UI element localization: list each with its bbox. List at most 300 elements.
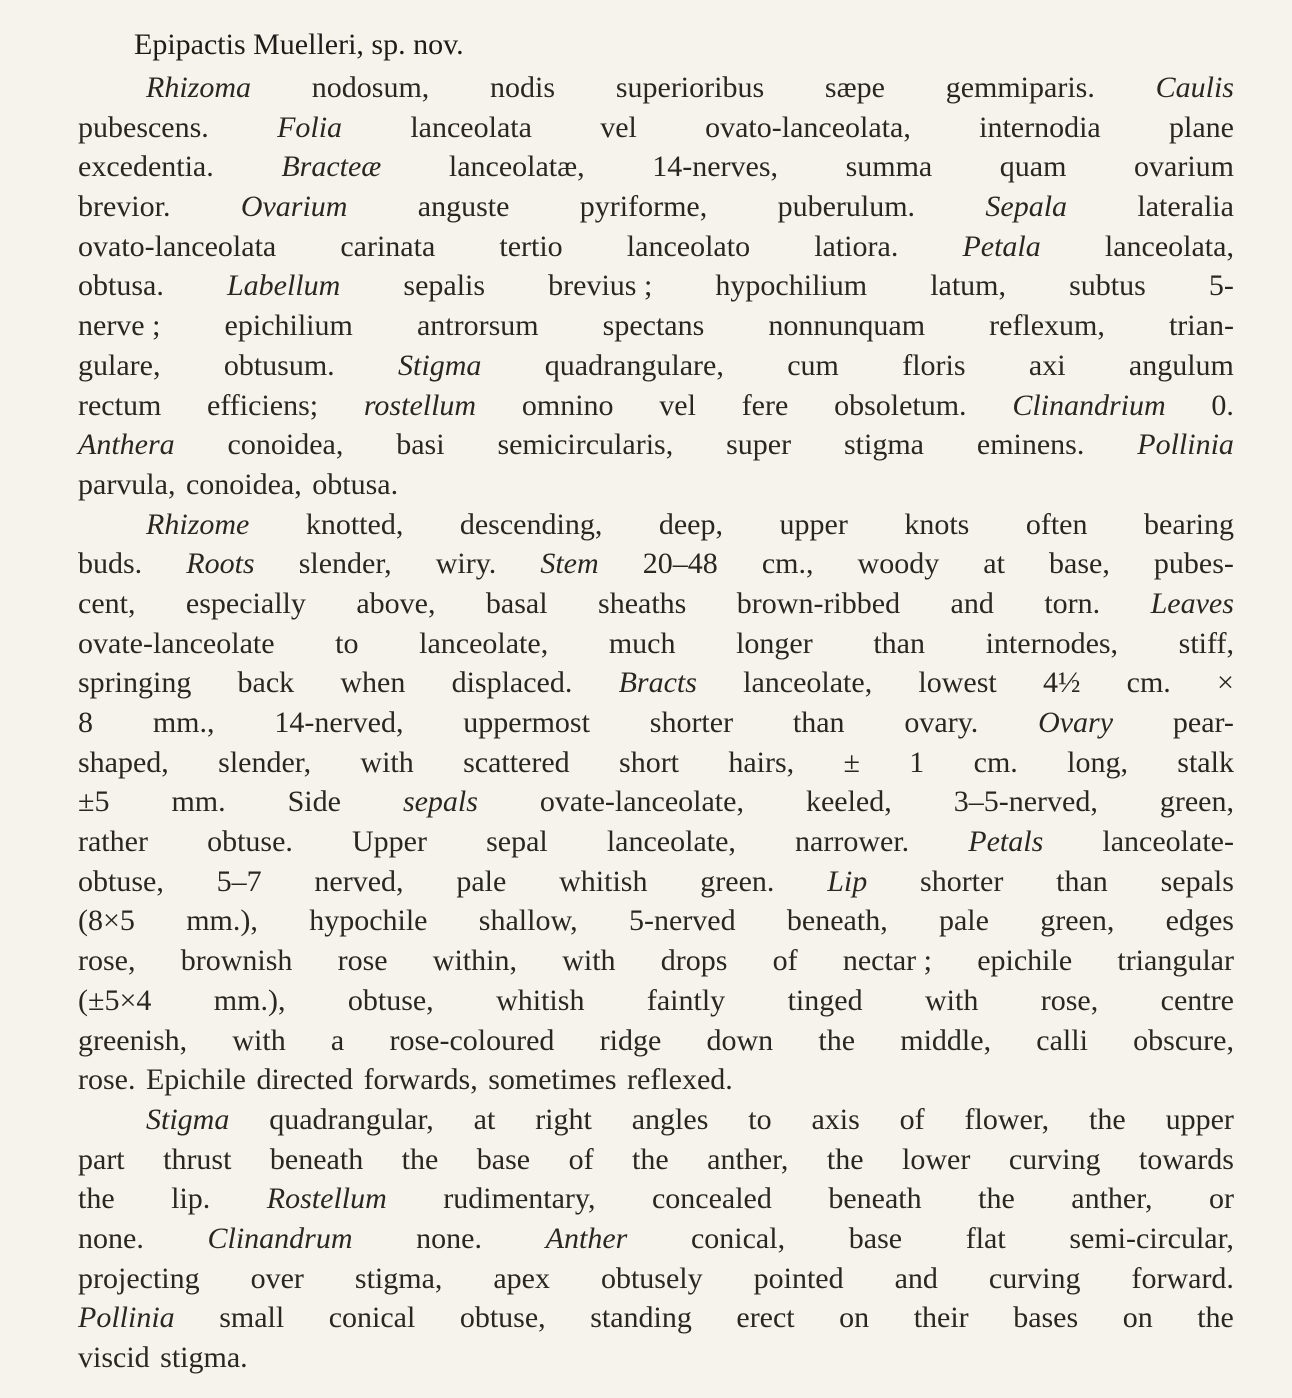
description-body <box>78 68 1234 1378</box>
word: rose, <box>1040 983 1099 1017</box>
word: 5-nerved <box>628 904 736 938</box>
italic-term: Stem <box>540 547 599 581</box>
word: over <box>250 1261 304 1295</box>
text-line <box>78 1219 1234 1259</box>
word: hairs, <box>728 745 795 779</box>
word: base <box>848 1221 903 1255</box>
word: greenish, <box>78 1023 188 1057</box>
word: centre <box>1160 983 1234 1017</box>
word: cm. <box>973 745 1018 779</box>
word: pale <box>938 904 989 938</box>
italic-term: Leaves <box>1150 586 1234 620</box>
word: beneath <box>828 1182 922 1216</box>
italic-term: Anthera <box>78 428 175 462</box>
word: base, <box>1049 547 1110 581</box>
text-line <box>78 544 1234 584</box>
word: quam <box>999 150 1067 184</box>
word: lanceolate- <box>1102 825 1234 859</box>
word: Upper <box>352 825 427 859</box>
word: and <box>950 586 994 620</box>
word: lanceolate, <box>606 825 736 859</box>
word: nonnunquam <box>768 309 926 343</box>
word: obtuse. <box>207 825 293 859</box>
word: ovate-lanceolate <box>78 626 275 660</box>
word: within, <box>432 944 517 978</box>
word: brown-ribbed <box>736 586 901 620</box>
word: curving <box>988 1261 1081 1295</box>
word: rose <box>337 944 388 978</box>
word: projecting <box>78 1261 200 1295</box>
word: with <box>232 1023 286 1057</box>
text-line <box>78 703 1234 743</box>
word: obtuse, <box>78 864 164 898</box>
word: none. <box>416 1221 482 1255</box>
word: obtuse, <box>459 1301 546 1335</box>
word: scattered <box>463 745 570 779</box>
word: mm.), <box>213 983 286 1017</box>
text-line <box>78 584 1234 624</box>
word: slender, <box>218 745 312 779</box>
word: brevior. <box>78 190 171 224</box>
word: beneath, <box>786 904 888 938</box>
word: cent, <box>78 586 136 620</box>
word: carinata <box>340 229 436 263</box>
word: especially <box>185 586 306 620</box>
italic-term: Labellum <box>226 269 341 303</box>
word: drops <box>660 944 728 978</box>
word: rudimentary, <box>443 1182 596 1216</box>
italic-term: Petals <box>968 825 1044 859</box>
italic-term: Clinandrium <box>1012 388 1166 422</box>
word: semi-circular, <box>1069 1221 1234 1255</box>
word: shorter <box>649 706 734 739</box>
word: 5–7 <box>216 864 262 898</box>
paragraph <box>78 505 1234 1100</box>
word: sometimes <box>488 1063 617 1097</box>
word: woody <box>857 547 940 581</box>
species-heading: Epipactis Muelleri, sp. nov. <box>134 28 464 61</box>
word: faintly <box>646 983 726 1017</box>
paragraph <box>78 68 1234 505</box>
word: the <box>1197 1301 1234 1335</box>
word: or <box>1209 1182 1234 1216</box>
text-line <box>78 981 1234 1021</box>
word: tinged <box>787 983 863 1017</box>
word: knotted, <box>305 507 404 541</box>
word: ± <box>843 745 860 779</box>
word: green, <box>1159 785 1234 819</box>
word: right <box>535 1102 592 1136</box>
italic-term: Sepala <box>985 190 1068 224</box>
word: reflexum, <box>989 309 1105 343</box>
word: conical <box>328 1301 416 1335</box>
italic-term: Roots <box>186 547 255 581</box>
text-line <box>78 862 1234 902</box>
text-line <box>78 901 1234 941</box>
word: pyriforme, <box>579 190 708 224</box>
word: omnino <box>521 388 614 422</box>
word: lanceolato <box>626 229 751 263</box>
text-line <box>78 743 1234 783</box>
word: cum <box>787 348 839 382</box>
word: hypochilium <box>715 269 868 303</box>
word: plane <box>1169 110 1234 144</box>
word: quadrangular, <box>269 1102 434 1136</box>
text-line <box>78 187 1234 227</box>
word: super <box>726 428 792 462</box>
word: conoidea, <box>185 467 302 501</box>
word: 0. <box>1211 388 1234 422</box>
text-line <box>78 941 1234 981</box>
word: when <box>340 666 406 700</box>
word: obtusely <box>600 1261 703 1295</box>
word: stigma. <box>160 1341 248 1374</box>
word: lanceolatæ, <box>448 150 585 184</box>
word: superioribus <box>615 71 765 104</box>
text-line <box>78 306 1234 346</box>
italic-term: Ovarium <box>240 190 348 224</box>
word: standing <box>590 1301 692 1335</box>
word: lower <box>902 1142 971 1176</box>
word: the <box>818 1023 856 1057</box>
word: upper <box>779 507 848 541</box>
word: of <box>568 1142 594 1176</box>
word: mm.), <box>186 904 258 938</box>
word: with <box>924 983 979 1017</box>
word: ovarium <box>1134 150 1234 184</box>
word: part <box>78 1142 125 1176</box>
italic-term: Ovary <box>1038 706 1114 739</box>
word: of <box>899 1102 925 1136</box>
word: vel <box>659 388 696 422</box>
word: rather <box>78 825 148 859</box>
word: angulum <box>1128 348 1234 382</box>
text-line <box>78 108 1234 148</box>
word: towards <box>1138 1142 1234 1176</box>
word: erect <box>736 1301 795 1335</box>
document-page <box>78 22 1234 1378</box>
text-line <box>78 68 1234 108</box>
word: calli <box>1036 1023 1088 1057</box>
italic-term: Petala <box>962 229 1041 263</box>
word: short <box>619 745 680 779</box>
word: slender, <box>298 547 392 581</box>
word: sepals <box>1160 864 1234 898</box>
text-line <box>78 822 1234 862</box>
word: basal <box>485 586 548 620</box>
word: axi <box>1028 348 1066 382</box>
word: 14-nerved, <box>274 706 404 739</box>
word: spectans <box>602 309 705 343</box>
word: anther, <box>1071 1182 1153 1216</box>
word: apex <box>493 1261 550 1295</box>
word: and <box>894 1261 938 1295</box>
word: narrower. <box>795 825 910 859</box>
word: middle, <box>900 1023 992 1057</box>
word: ovary. <box>904 706 979 739</box>
word: latiora. <box>814 229 899 263</box>
word: tertio <box>499 229 563 263</box>
word: Epichile <box>145 1063 246 1097</box>
word: green. <box>700 864 775 898</box>
italic-term: Pollinia <box>1137 428 1234 462</box>
word: lanceolate, <box>419 626 549 660</box>
word: eminens. <box>976 428 1085 462</box>
word: ovato-lanceolata, <box>705 110 911 144</box>
word: Side <box>287 785 341 819</box>
word: 5- <box>1208 269 1234 303</box>
word: vel <box>600 110 637 144</box>
italic-term: sepals <box>402 785 478 819</box>
word: nerved, <box>314 864 404 898</box>
word: whitish <box>559 864 648 898</box>
word: basi <box>396 428 445 462</box>
text-line <box>78 147 1234 187</box>
word: floris <box>902 348 966 382</box>
word: the <box>978 1182 1015 1216</box>
text-line <box>78 266 1234 306</box>
word: brevius ; <box>548 269 653 303</box>
word: obtusa. <box>312 467 399 501</box>
text-line <box>78 425 1234 465</box>
word: sepalis <box>403 269 486 303</box>
word: triangular <box>1117 944 1234 978</box>
word: lowest <box>918 666 997 700</box>
word: upper <box>1165 1102 1234 1136</box>
word: thrust <box>163 1142 232 1176</box>
word: directed <box>256 1063 354 1097</box>
word: to <box>748 1102 772 1136</box>
italic-term: Stigma <box>398 348 482 382</box>
word: than <box>792 706 845 739</box>
word: nodosum, <box>311 71 430 104</box>
word: green, <box>1040 904 1115 938</box>
word: sheaths <box>598 586 687 620</box>
word: often <box>1025 507 1088 541</box>
word: parvula, <box>78 467 176 501</box>
word: ±5 <box>78 785 110 819</box>
word: 20–48 <box>642 547 718 581</box>
word: cm., <box>761 547 814 581</box>
word: epichile <box>977 944 1073 978</box>
word: fere <box>741 388 789 422</box>
word: mm., <box>152 706 215 739</box>
italic-term: Rhizoma <box>146 71 251 104</box>
italic-term: Bracts <box>618 666 697 700</box>
word: deep, <box>658 507 723 541</box>
word: the <box>401 1142 439 1176</box>
italic-term: Caulis <box>1155 71 1234 104</box>
word: sepal <box>486 825 548 859</box>
word: 1 <box>909 745 925 779</box>
word: long, <box>1067 745 1128 779</box>
word: pointed <box>753 1261 844 1295</box>
word: obscure, <box>1133 1023 1234 1057</box>
word: much <box>608 626 676 660</box>
word: viscid <box>78 1341 150 1374</box>
word: stiff, <box>1178 626 1234 660</box>
word: lanceolata, <box>1104 229 1234 263</box>
word: internodia <box>979 110 1101 144</box>
word: than <box>873 626 925 660</box>
word: buds. <box>78 547 143 581</box>
word: with <box>562 944 616 978</box>
word: lateralia <box>1137 190 1234 224</box>
word: edges <box>1165 904 1234 938</box>
italic-term: Pollinia <box>78 1301 175 1335</box>
word: the <box>632 1142 669 1176</box>
word: trian- <box>1168 309 1234 343</box>
word: rose. <box>78 1063 136 1097</box>
word: shorter <box>920 864 1004 898</box>
word: whitish <box>496 983 585 1017</box>
word: curving <box>1008 1142 1101 1176</box>
word: uppermost <box>463 706 590 739</box>
text-line <box>78 386 1234 426</box>
word: to <box>335 626 359 660</box>
word: a <box>330 1023 345 1057</box>
word: bases <box>1013 1301 1079 1335</box>
word: cm. <box>1126 666 1171 700</box>
text-line <box>78 782 1234 822</box>
paragraph <box>78 1100 1234 1378</box>
word: the <box>1089 1102 1126 1136</box>
word: anguste <box>417 190 510 224</box>
word: 14-nerves, <box>652 150 778 184</box>
word: springing <box>78 666 192 700</box>
word: × <box>1217 666 1234 700</box>
word: 8 <box>78 706 93 739</box>
word: excedentia. <box>78 150 214 184</box>
word: flower, <box>964 1102 1050 1136</box>
word: epichilium <box>224 309 353 343</box>
word: conical, <box>690 1221 786 1255</box>
text-line <box>78 1179 1234 1219</box>
word: forwards, <box>363 1063 478 1097</box>
word: 3–5-nerved, <box>953 785 1098 819</box>
italic-term: Lip <box>827 864 868 898</box>
word: forward. <box>1131 1261 1234 1295</box>
word: obtuse, <box>347 983 434 1017</box>
word: antrorsum <box>416 309 539 343</box>
word: pubescens. <box>78 110 209 144</box>
word: rectum <box>78 388 162 422</box>
word: at <box>473 1102 496 1136</box>
word: ridge <box>599 1023 662 1057</box>
word: torn. <box>1044 586 1101 620</box>
word: small <box>219 1301 285 1335</box>
word: stigma, <box>354 1261 443 1295</box>
word: internodes, <box>985 626 1119 660</box>
word: flat <box>965 1221 1006 1255</box>
word: gulare, <box>78 348 161 382</box>
italic-term: Anther <box>545 1221 628 1255</box>
word: keeled, <box>805 785 892 819</box>
word: 4½ <box>1042 666 1081 700</box>
word: down <box>706 1023 774 1057</box>
word: beneath <box>269 1142 364 1176</box>
word: semicircularis, <box>497 428 674 462</box>
italic-term: Bracteæ <box>281 150 382 184</box>
text-line <box>78 227 1234 267</box>
word: obsoletum. <box>834 388 967 422</box>
word: sæpe <box>824 71 885 104</box>
word: knots <box>904 507 970 541</box>
word: anther, <box>707 1142 789 1176</box>
word: reflexed. <box>627 1063 733 1097</box>
text-line <box>78 1259 1234 1299</box>
text-line <box>78 1338 1234 1378</box>
word: summa <box>845 150 933 184</box>
word: shallow, <box>478 904 578 938</box>
word: (8×5 <box>78 904 135 938</box>
italic-term: Stigma <box>146 1102 230 1136</box>
word: rose, <box>78 944 136 978</box>
text-line <box>78 1021 1234 1061</box>
word: pubes- <box>1153 547 1234 581</box>
word: lanceolata <box>410 110 532 144</box>
word: puberulum. <box>777 190 916 224</box>
word: latum, <box>930 269 1007 303</box>
word: none. <box>78 1221 144 1255</box>
word: the <box>78 1182 115 1216</box>
text-line <box>78 1140 1234 1180</box>
word: pale <box>456 864 507 898</box>
word: lip. <box>171 1182 211 1216</box>
text-line <box>78 465 1234 505</box>
word: the <box>826 1142 864 1176</box>
word: nodis <box>490 71 556 104</box>
word: subtus <box>1069 269 1146 303</box>
word: gemmiparis. <box>945 71 1095 104</box>
word: with <box>360 745 414 779</box>
word: bearing <box>1144 507 1234 541</box>
word: displaced. <box>451 666 573 700</box>
word: axis <box>811 1102 860 1136</box>
text-line <box>78 624 1234 664</box>
word: nectar ; <box>842 944 932 978</box>
word: mm. <box>171 785 226 819</box>
word: ovate-lanceolate, <box>539 785 744 819</box>
word: longer <box>736 626 813 660</box>
text-line <box>78 1298 1234 1338</box>
word: than <box>1056 864 1108 898</box>
word: conoidea, <box>227 428 344 462</box>
word: (±5×4 <box>78 983 152 1017</box>
italic-term: Rhizome <box>146 507 250 541</box>
word: on <box>1122 1301 1153 1335</box>
word: descending, <box>459 507 603 541</box>
text-line <box>78 1100 1234 1140</box>
italic-term: Rostellum <box>266 1182 387 1216</box>
word: stigma <box>843 428 924 462</box>
word: efficiens; <box>207 388 319 422</box>
word: quadrangulare, <box>544 348 724 382</box>
word: ovato-lanceolata <box>78 229 277 263</box>
word: base <box>476 1142 531 1176</box>
italic-term: Clinandrum <box>207 1221 353 1255</box>
word: of <box>772 944 798 978</box>
word: their <box>913 1301 969 1335</box>
word: wiry. <box>435 547 497 581</box>
text-line <box>78 1060 1234 1100</box>
word: rose-coloured <box>389 1023 555 1057</box>
word: at <box>983 547 1005 581</box>
text-line <box>78 346 1234 386</box>
word: above, <box>356 586 436 620</box>
word: shaped, <box>78 745 169 779</box>
word: nerve ; <box>78 309 161 343</box>
